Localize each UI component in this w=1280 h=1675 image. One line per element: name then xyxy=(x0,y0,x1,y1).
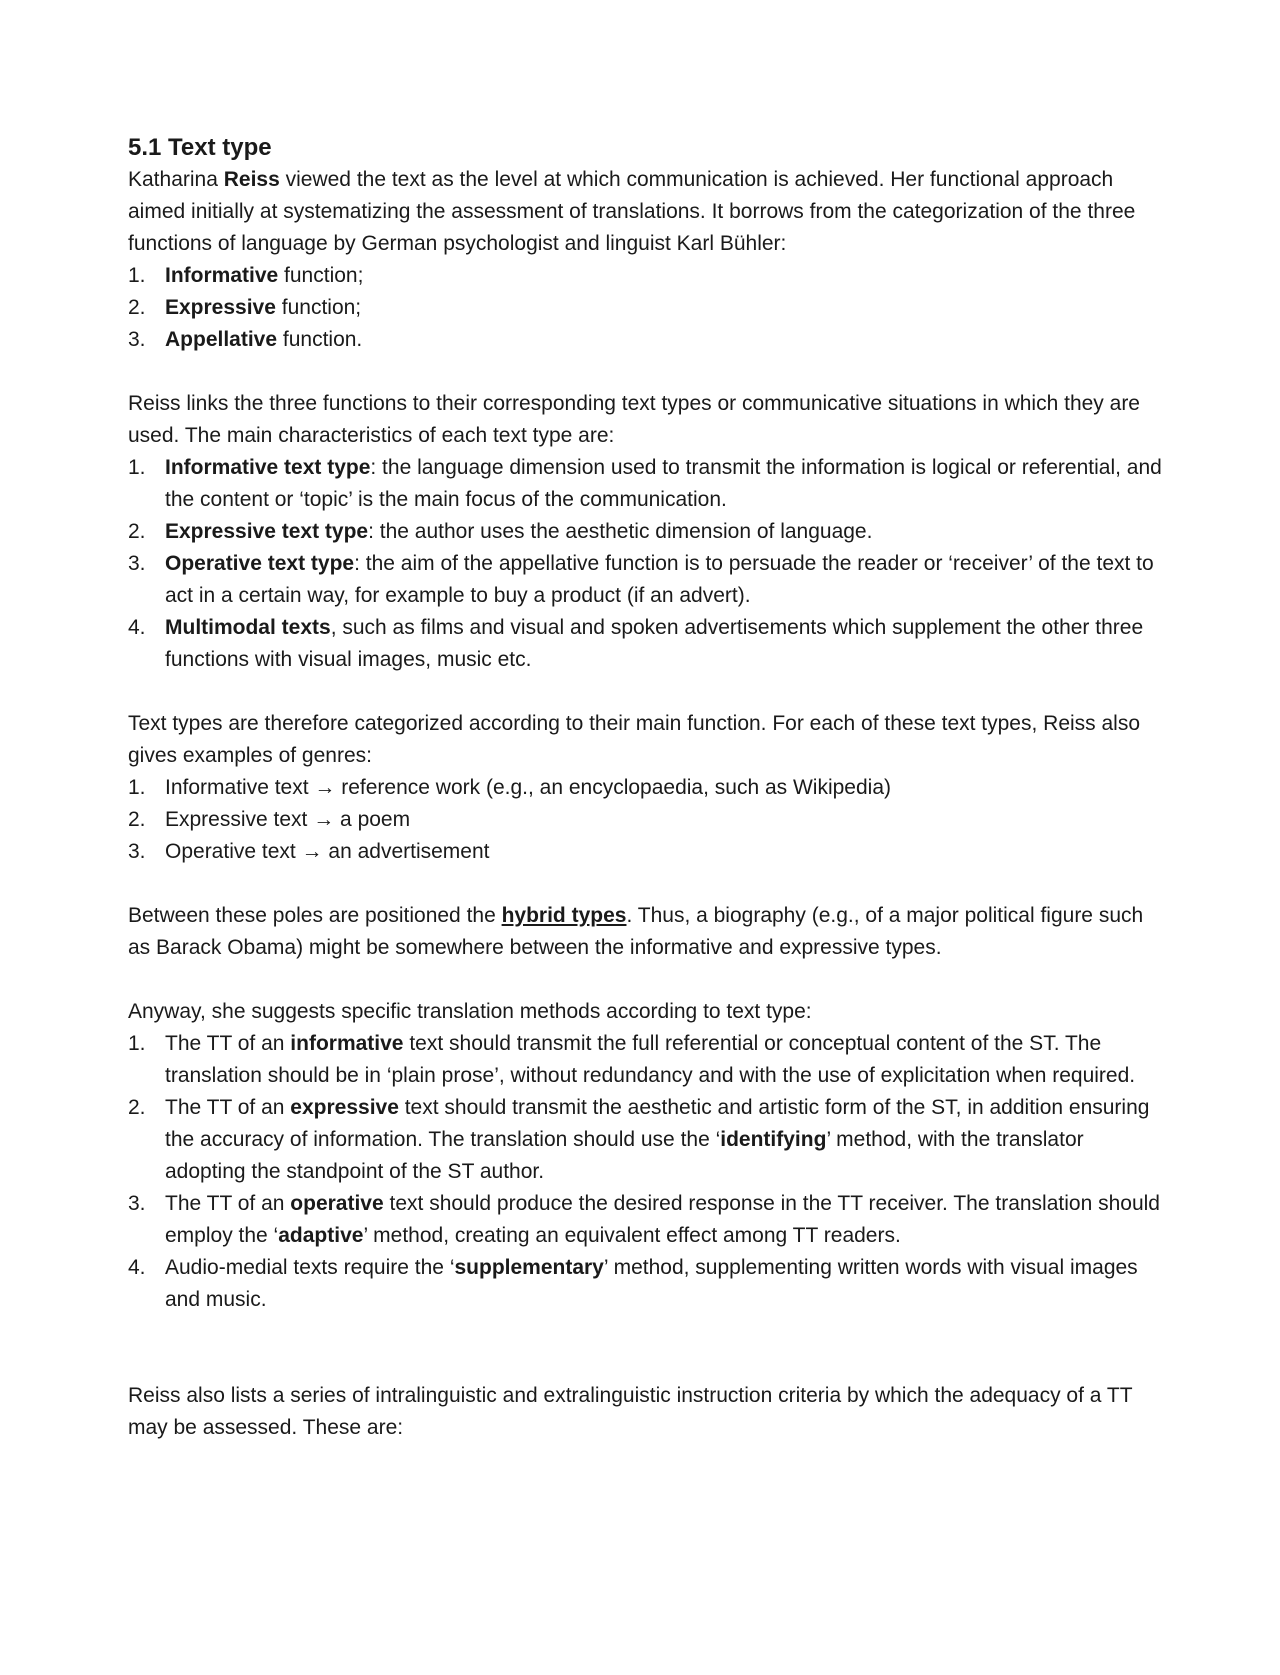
list-item-text: function; xyxy=(278,264,364,287)
text-types-list xyxy=(128,452,1168,676)
list-number: 1. xyxy=(128,776,146,799)
list-item xyxy=(128,292,1168,324)
list-item xyxy=(128,516,1168,548)
list-item-text: Informative text → reference work (e.g., an encyclopaedia, such as Wikipedia) xyxy=(165,776,891,799)
list-item-text: , such as films and visual and spoken advertisements which supplement the other three functions with visual images, music etc. xyxy=(165,616,1144,671)
list-item-text: Expressive text → a poem xyxy=(165,808,411,831)
list-item xyxy=(128,548,1168,612)
list-item-bold: Multimodal texts xyxy=(165,616,331,639)
list-item-bold: expressive xyxy=(290,1096,399,1119)
list-number: 2. xyxy=(128,1096,146,1119)
hybrid-types-term: hybrid types xyxy=(501,904,627,927)
spacer xyxy=(128,356,1168,388)
links-paragraph: Reiss links the three functions to their corresponding text types or communicative situations in which they are used. The main characteristics of each text type are: xyxy=(128,392,1140,447)
list-item xyxy=(128,1252,1168,1316)
intro-text: Katharina xyxy=(128,168,224,191)
list-number: 3. xyxy=(128,552,146,575)
functions-list xyxy=(128,260,1168,356)
list-item-text: text should transmit the full referential or conceptual content of the ST. The translation should be in ‘plain prose’, without redundancy and with the use of explicitation when required. xyxy=(165,1032,1136,1087)
list-item-text: The TT of an xyxy=(165,1192,291,1215)
spacer xyxy=(128,964,1168,996)
list-item-text: The TT of an xyxy=(165,1032,291,1055)
list-number: 3. xyxy=(128,840,146,863)
list-item-text: : the language dimension used to transmit the information is logical or referential, and the content or ‘topic’ is the main focus of the communication. xyxy=(165,456,1162,511)
list-item xyxy=(128,772,1168,804)
list-number: 3. xyxy=(128,328,146,351)
list-item-bold: supplementary xyxy=(454,1256,604,1279)
section-title: 5.1 Text type xyxy=(128,134,272,161)
hybrid-paragraph xyxy=(128,900,1168,964)
genres-paragraph: Text types are therefore categorized according to their main function. For each of these text types, Reiss also gives examples of genres: xyxy=(128,712,1141,767)
criteria-paragraph: Reiss also lists a series of intralinguistic and extralinguistic instruction criteria by which the adequacy of a TT may be assessed. These are: xyxy=(128,1384,1133,1439)
intro-bold: Reiss xyxy=(223,168,280,191)
list-number: 2. xyxy=(128,520,146,543)
list-item-text: Operative text → an advertisement xyxy=(165,840,490,863)
list-item-text: text should produce the desired response in the TT receiver. The translation should employ the ‘ xyxy=(165,1192,1160,1247)
list-item-bold: adaptive xyxy=(278,1224,364,1247)
list-item xyxy=(128,1188,1168,1252)
list-item xyxy=(128,836,1168,868)
list-item-bold: Operative text type xyxy=(165,552,355,575)
list-number: 1. xyxy=(128,1032,146,1055)
intro-paragraph xyxy=(128,164,1168,260)
list-item xyxy=(128,612,1168,676)
list-number: 1. xyxy=(128,264,146,287)
hybrid-text-rest: . Thus, a biography (e.g., of a major political figure such as Barack Obama) might be somewhere between the informative and expressive types. xyxy=(128,904,1144,959)
list-item-bold: Expressive xyxy=(165,296,276,319)
list-item xyxy=(128,452,1168,516)
genres-list xyxy=(128,772,1168,868)
intro-text-rest: viewed the text as the level at which communication is achieved. Her functional approach aimed initially at systematizing the assessment of translations. It borrows from the categorization of the three functions of language by German psychologist and linguist Karl Bühler: xyxy=(128,168,1136,255)
list-item xyxy=(128,1092,1168,1188)
list-item-text: function; xyxy=(275,296,362,319)
hybrid-text: Between these poles are positioned the xyxy=(128,904,502,927)
methods-paragraph: Anyway, she suggests specific translation methods according to text type: xyxy=(128,1000,812,1023)
list-item-text: : the author uses the aesthetic dimension of language. xyxy=(368,520,873,543)
list-item-text: : the aim of the appellative function is to persuade the reader or ‘receiver’ of the text to act in a certain way, for example to buy a product (if an advert). xyxy=(165,552,1154,607)
list-item-bold: informative xyxy=(290,1032,404,1055)
list-item-text: ’ method, supplementing written words with visual images and music. xyxy=(165,1256,1138,1311)
list-item xyxy=(128,260,1168,292)
list-item-bold: identifying xyxy=(720,1128,827,1151)
list-item-text: ’ method, with the translator adopting the standpoint of the ST author. xyxy=(165,1128,1084,1183)
list-item-text: function. xyxy=(277,328,363,351)
list-item-bold: Informative text type xyxy=(165,456,371,479)
list-item xyxy=(128,324,1168,356)
spacer xyxy=(128,868,1168,900)
list-item xyxy=(128,804,1168,836)
list-item-bold: Informative xyxy=(165,264,279,287)
spacer xyxy=(128,676,1168,708)
list-number: 2. xyxy=(128,296,146,319)
list-number: 3. xyxy=(128,1192,146,1215)
list-item-text: The TT of an xyxy=(165,1096,291,1119)
list-number: 4. xyxy=(128,1256,146,1279)
list-item-bold: operative xyxy=(290,1192,384,1215)
document-body xyxy=(128,132,1168,1444)
list-item xyxy=(128,1028,1168,1092)
list-item-text: Audio-medial texts require the ‘ xyxy=(165,1256,455,1279)
list-item-bold: Appellative xyxy=(165,328,278,351)
list-item-text: ’ method, creating an equivalent effect among TT readers. xyxy=(363,1224,901,1247)
list-number: 2. xyxy=(128,808,146,831)
list-number: 4. xyxy=(128,616,146,639)
list-item-bold: Expressive text type xyxy=(165,520,369,543)
spacer xyxy=(128,1316,1168,1380)
list-number: 1. xyxy=(128,456,146,479)
methods-list xyxy=(128,1028,1168,1316)
list-item-text: text should transmit the aesthetic and artistic form of the ST, in addition ensuring the accuracy of information. The translation should use the ‘ xyxy=(165,1096,1150,1151)
